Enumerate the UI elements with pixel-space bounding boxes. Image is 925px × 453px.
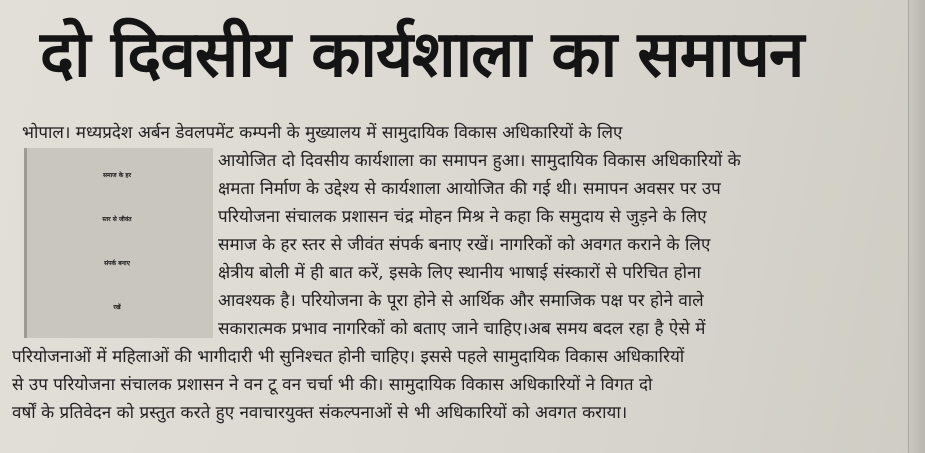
headline: दो दिवसीय कार्यशाला का समापन xyxy=(40,18,804,92)
body-text-line: सकारात्मक प्रभाव नागरिकों को बताए जाने चाहिए।अब समय बदल रहा है ऐसे में xyxy=(218,319,706,339)
body-text-line: आवश्यक है। परियोजना के पूरा होने से आर्थिक और समाजिक पक्ष पर होने वाले xyxy=(218,291,704,311)
pull-quote-line: संपर्क बनाए xyxy=(104,260,130,267)
body-text-line: समाज के हर स्तर से जीवंत संपर्क बनाए रखें। नागरिकों को अवगत कराने के लिए xyxy=(218,235,711,255)
page-fold-edge xyxy=(908,0,925,453)
pull-quote-line: स्तर से जीवंत xyxy=(102,216,132,223)
body-text-line: आयोजित दो दिवसीय कार्यशाला का समापन हुआ। सामुदायिक विकास अधिकारियों के xyxy=(218,151,741,171)
pull-quote-line: समाज के हर xyxy=(102,172,132,179)
body-text-line: भोपाल। मध्यप्रदेश अर्बन डेवलपमेंट कम्पनी के मुख्यालय में सामुदायिक विकास अधिकारियों के लिए xyxy=(22,123,623,143)
body-text-line: क्षमता निर्माण के उद्देश्य से कार्यशाला आयोजित की गई थी। समापन अवसर पर उप xyxy=(218,179,721,199)
body-text-line: क्षेत्रीय बोली में ही बात करें, इसके लिए स्थानीय भाषाई संस्कारों से परिचित होना xyxy=(218,263,701,283)
body-text-line: परियोजनाओं में महिलाओं की भागीदारी भी सुनिश्चत होनी चाहिए। इससे पहले सामुदायिक विकास अधिकारियों xyxy=(12,347,685,367)
body-text-line: परियोजना संचालक प्रशासन चंद्र मोहन मिश्र ने कहा कि समुदाय से जुड़ने के लिए xyxy=(218,207,707,227)
body-text-line: वर्षों के प्रतिवेदन को प्रस्तुत करते हुए नवाचारयुक्त संकल्पनाओं से भी अधिकारियों को अवगत कराया। xyxy=(12,403,628,423)
body-text-line: से उप परियोजना संचालक प्रशासन ने वन टू वन चर्चा भी की। सामुदायिक विकास अधिकारियों ने विगत दो xyxy=(12,375,653,395)
pull-quote-line: रखें xyxy=(113,304,121,311)
